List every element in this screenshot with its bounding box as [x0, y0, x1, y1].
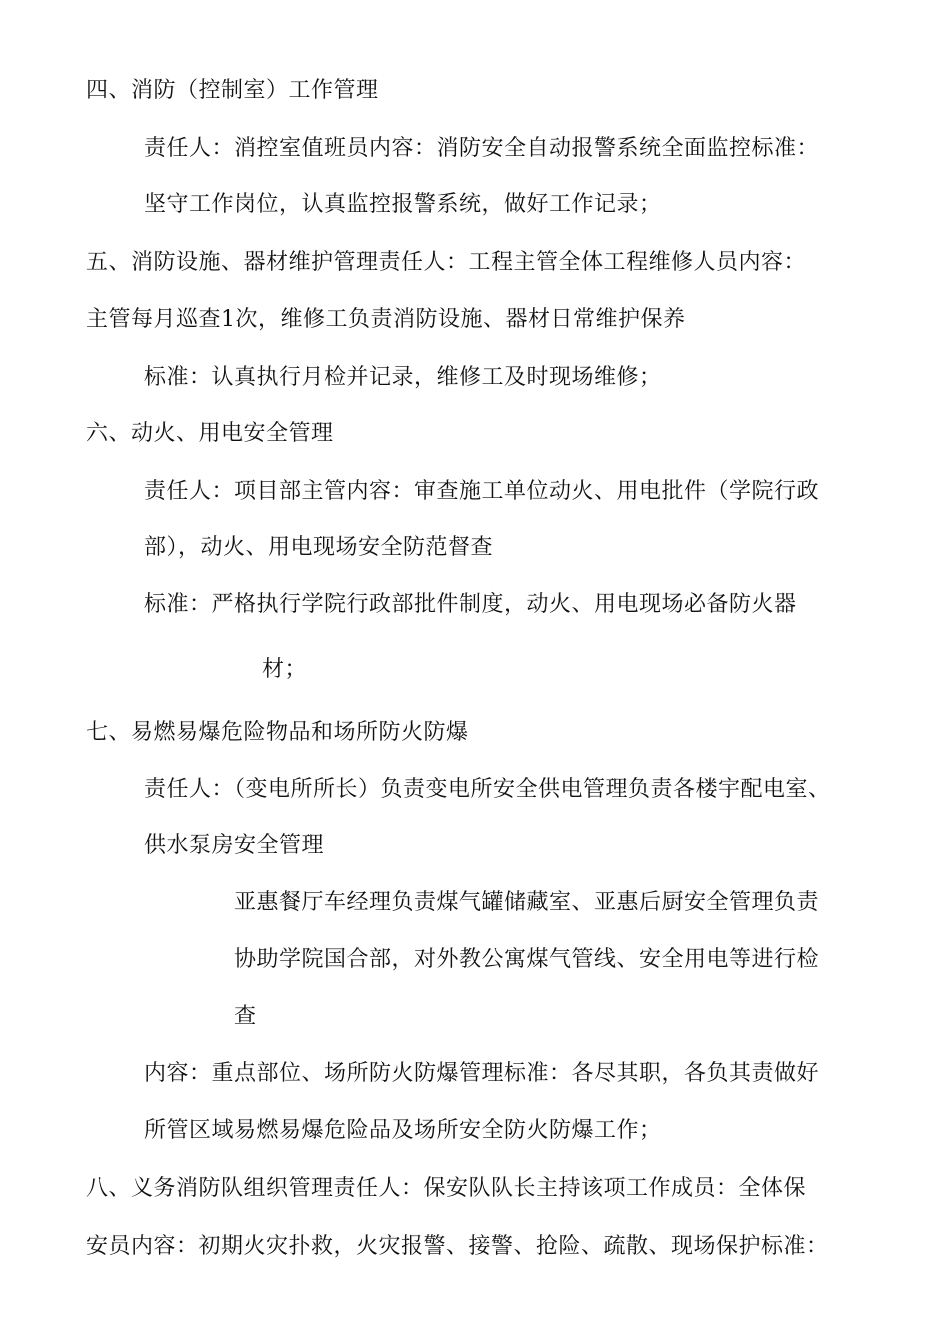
text-line: 坚守工作岗位，认真监控报警系统，做好工作记录； [144, 192, 662, 217]
text-line: 材； [262, 657, 308, 682]
text-line: 安员内容：初期火灾扑救，火灾报警、接警、抢险、疏散、现场保护标准： [86, 1234, 829, 1259]
text-line: 部），动火、用电现场安全防范督查 [144, 535, 494, 560]
text-line: 协助学院国合部，对外教公寓煤气管线、安全用电等进行检 [234, 947, 820, 972]
section-heading-6: 六、动火、用电安全管理 [86, 421, 334, 446]
text-line: 亚惠餐厅车经理负责煤气罐储藏室、亚惠后厨安全管理负责 [234, 890, 820, 915]
text-line: 内容：重点部位、场所防火防爆管理标准：各尽其职，各负其责做好 [144, 1061, 820, 1086]
text-line: 查 [234, 1004, 257, 1029]
section-heading-7: 七、易燃易爆危险物品和场所防火防爆 [86, 720, 469, 745]
section-heading-4: 四、消防（控制室）工作管理 [86, 78, 379, 103]
section-heading-8: 八、义务消防队组织管理责任人：保安队队长主持该项工作成员：全体保 [86, 1176, 807, 1201]
text-line: 所管区域易燃易爆危险品及场所安全防火防爆工作； [144, 1118, 662, 1143]
text-line: 标准：认真执行月检并记录，维修工及时现场维修； [144, 365, 662, 390]
text-line: 供水泵房安全管理 [144, 833, 325, 858]
text-line: 责任人：（变电所所长）负责变电所安全供电管理负责各楼宇配电室、 [144, 777, 831, 802]
text-line: 责任人：消控室值班员内容：消防安全自动报警系统全面监控标准： [144, 136, 820, 161]
text-line: 责任人：项目部主管内容：审查施工单位动火、用电批件（学院行政 [144, 479, 820, 504]
section-heading-5: 五、消防设施、器材维护管理责任人：工程主管全体工程维修人员内容： [86, 250, 807, 275]
text-line: 标准：严格执行学院行政部批件制度，动火、用电现场必备防火器 [144, 592, 797, 617]
text-line: 主管每月巡查1次，维修工负责消防设施、器材日常维护保养 [86, 307, 686, 332]
